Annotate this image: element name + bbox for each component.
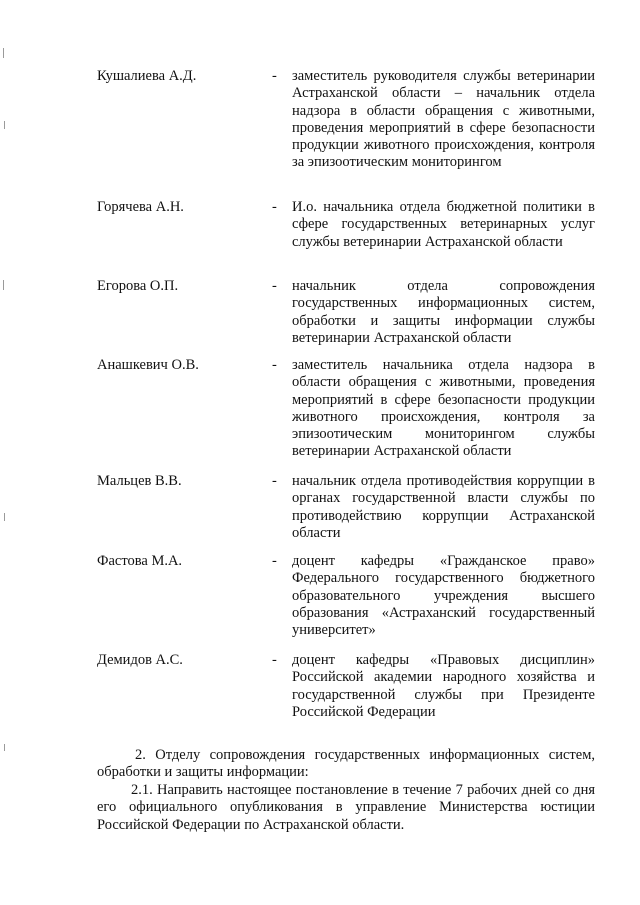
- scan-artifact: [4, 513, 5, 521]
- scan-artifact: [3, 280, 4, 290]
- member-name: Мальцев В.В.: [97, 473, 182, 489]
- paragraph-2: 2. Отделу сопровождения государственных информационных систем, обработки и защиты информации:: [97, 747, 595, 781]
- member-dash: -: [272, 68, 277, 84]
- member-dash: -: [272, 473, 277, 489]
- member-position: заместитель начальника отдела надзора в области обращения с животными, проведения мероприятий в сфере безопасности продукции животного происхождения, контроля за эпизоотическим мониторингом службы ветеринарии Астраханской области: [292, 357, 595, 460]
- member-name: Анашкевич О.В.: [97, 357, 199, 373]
- member-dash: -: [272, 278, 277, 294]
- member-position: заместитель руководителя службы ветеринарии Астраханской области – начальник отдела надзора в области обращения с животными, проведения мероприятий в сфере безопасности продукции животного происхождения, контроля за эпизоотическим мониторингом: [292, 68, 595, 171]
- member-name: Кушалиева А.Д.: [97, 68, 197, 84]
- paragraph-2-1: 2.1. Направить настоящее постановление в течение 7 рабочих дней со дня его официального опубликования в управление Министерства юстиции Российской Федерации по Астраханской области.: [97, 782, 595, 833]
- member-dash: -: [272, 199, 277, 215]
- member-name: Горячева А.Н.: [97, 199, 184, 215]
- member-dash: -: [272, 553, 277, 569]
- member-position: И.о. начальника отдела бюджетной политики в сфере государственных ветеринарных услуг службы ветеринарии Астраханской области: [292, 199, 595, 250]
- member-position: начальник отдела сопровождения государственных информационных систем, обработки и защиты информации службы ветеринарии Астраханской области: [292, 278, 595, 346]
- member-name: Фастова М.А.: [97, 553, 183, 569]
- member-position: доцент кафедры «Гражданское право» Федерального государственного бюджетного образовательного учреждения высшего образования «Астраханский государственный университет»: [292, 553, 595, 639]
- scan-artifact: [3, 48, 4, 58]
- member-dash: -: [272, 357, 277, 373]
- member-name: Егорова О.П.: [97, 278, 179, 294]
- member-position: доцент кафедры «Правовых дисциплин» Российской академии народного хозяйства и государственной службы при Президенте Российской Федерации: [292, 652, 595, 720]
- member-name: Демидов А.С.: [97, 652, 183, 668]
- member-dash: -: [272, 652, 277, 668]
- scan-artifact: [4, 121, 5, 129]
- scan-artifact: [4, 744, 5, 751]
- member-position: начальник отдела противодействия коррупции в органах государственной власти службы по противодействию коррупции Астраханской области: [292, 473, 595, 541]
